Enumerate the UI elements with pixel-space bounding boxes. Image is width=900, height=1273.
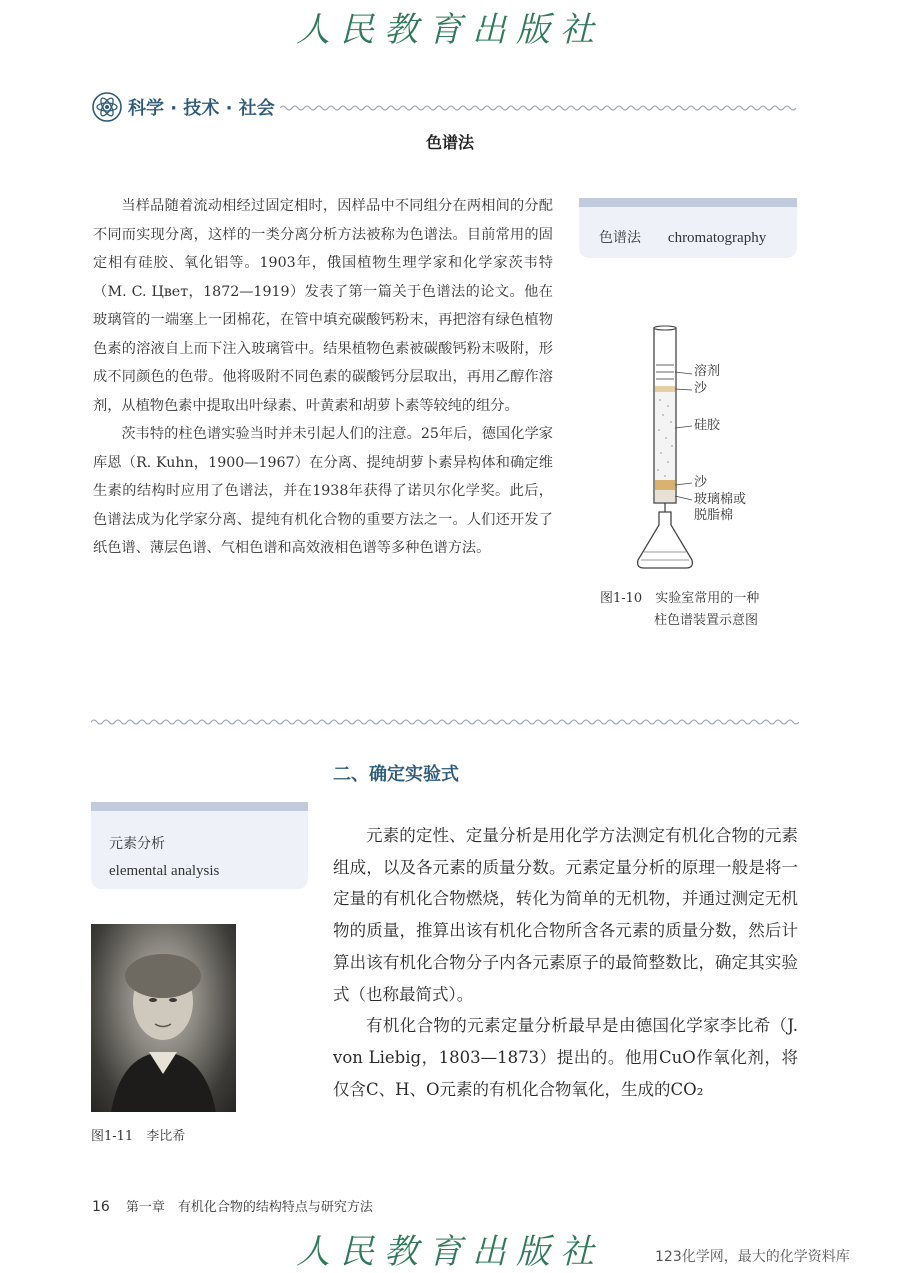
section-heading: 二、确定实验式 bbox=[333, 764, 459, 785]
figure-1-11-caption: 图1-11 李比希 bbox=[91, 1129, 186, 1144]
section2-paragraph-1: 元素的定性、定量分析是用化学方法测定有机化合物的元素组成，以及各元素的质量分数。元素定量分析的原理一般是将一定量的有机化合物燃烧，转化为简单的无机物，并通过测定无机物的质量，推算出该有机化合物所含各元素的质量分数，然后计算出该有机化合物分子内各元素原子的最简整数比，确定其实验式（也称最简式）。 bbox=[333, 826, 798, 1004]
article-paragraph-2: 茨韦特的柱色谱实验当时并未引起人们的注意。25年后，德国化学家库恩（R. Kuhn，1900—1967）在分离、提纯胡萝卜素异构体和确定维生素的结构时应用了色谱法，并在1938年获得了诺贝尔化学奖。此后，色谱法成为化学家分离、提纯有机化合物的重要方法之一。人们还开发了纸色谱、薄层色谱、气相色谱和高效液相色谱等多种色谱方法。 bbox=[93, 426, 553, 556]
label-silica: 硅胶 bbox=[694, 418, 721, 433]
section2-body bbox=[333, 820, 798, 1105]
glossary-cn: 元素分析 bbox=[109, 836, 165, 852]
label-solvent: 溶剂 bbox=[694, 364, 721, 379]
glossary-chromatography bbox=[579, 198, 797, 258]
publisher-logo-top: 人民教育出版社 bbox=[296, 10, 604, 50]
wavy-divider-top bbox=[280, 104, 798, 112]
glossary-en: chromatography bbox=[667, 230, 767, 246]
page-footer bbox=[92, 1196, 373, 1215]
glossary-en: elemental analysis bbox=[109, 863, 220, 879]
chromatography-column-diagram bbox=[630, 320, 720, 580]
publisher-logo-bottom: 人民教育出版社 bbox=[296, 1232, 604, 1272]
figure-1-10-caption-line1: 图1-10 实验室常用的一种 bbox=[600, 591, 760, 606]
glossary-cn: 色谱法 bbox=[599, 230, 641, 246]
article-paragraph-1: 当样品随着流动相经过固定相时，因样品中不同组分在两相间的分配不同而实现分离，这样的一类分离分析方法被称为色谱法。目前常用的固定相有硅胶、氧化铝等。1903年，俄国植物生理学家和化学家茨韦特（M. C. Цвет，1872—1919）发表了第一篇关于色谱法的论文。他在玻璃管的一端塞上一团棉花，在管中填充碳酸钙粉末，再把溶有绿色植物色素的溶液自上而下注入玻璃管中。结果植物色素被碳酸钙粉末吸附，形成不同颜色的色带。他将吸附不同色素的碳酸钙分层取出，再用乙醇作溶剂，从植物色素中提取出叶绿素、叶黄素和胡萝卜素等较纯的组分。 bbox=[93, 198, 553, 414]
label-sand-bottom: 沙 bbox=[694, 475, 708, 490]
atom-icon bbox=[92, 92, 122, 122]
liebig-portrait bbox=[91, 924, 236, 1112]
section2-paragraph-2: 有机化合物的元素定量分析最早是由德国化学家李比希（J. von Liebig，1803—1873）提出的。他用CuO作氧化剂，将仅含C、H、O元素的有机化合物氧化，生成的CO₂ bbox=[333, 1016, 798, 1099]
article-body bbox=[93, 192, 553, 563]
chapter-title: 第一章 有机化合物的结构特点与研究方法 bbox=[125, 1200, 373, 1215]
label-cotton-2: 脱脂棉 bbox=[694, 508, 734, 523]
figure-1-10-caption-line2: 柱色谱装置示意图 bbox=[654, 613, 759, 628]
watermark-text: 123化学网，最大的化学资料库 bbox=[655, 1249, 850, 1265]
banner-title: 科学 · 技术 · 社会 bbox=[128, 98, 275, 119]
article-title: 色谱法 bbox=[425, 133, 474, 152]
label-cotton: 玻璃棉或 bbox=[694, 492, 747, 507]
wavy-divider-bottom bbox=[91, 718, 799, 726]
page-number: 16 bbox=[92, 1199, 110, 1215]
label-sand-top: 沙 bbox=[694, 381, 708, 396]
glossary-elemental-analysis bbox=[91, 802, 308, 889]
